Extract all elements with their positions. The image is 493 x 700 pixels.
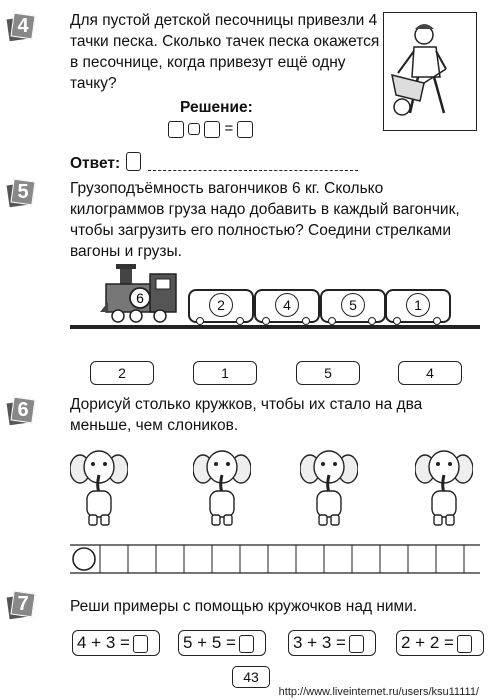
- task-6-number-badge: [8, 398, 34, 426]
- wagon-4-value: 1: [406, 293, 430, 317]
- example-1-expression: 4 + 3 =: [77, 633, 130, 652]
- wagon-1[interactable]: [188, 289, 254, 323]
- wagon-2[interactable]: [254, 289, 320, 323]
- task-5-number-badge: [8, 180, 34, 208]
- task-4-number: 4: [17, 15, 29, 37]
- task-6-text: Дорисуй столько кружков, чтобы их стало на два меньше, чем слоников.: [70, 396, 423, 434]
- answer-line[interactable]: [148, 170, 358, 171]
- task-7-number: 7: [17, 593, 29, 615]
- wagon-3[interactable]: [320, 289, 386, 323]
- task-7-text: Реши примеры с помощью кружочков над ними.: [70, 598, 418, 615]
- example-2[interactable]: [178, 630, 266, 656]
- page-number: 43: [232, 666, 270, 688]
- boy-with-wheelbarrow-illustration: [383, 12, 477, 131]
- example-3-answer-box[interactable]: [349, 635, 364, 653]
- sample-circle: [73, 548, 95, 570]
- weight-4[interactable]: 4: [398, 361, 462, 385]
- weight-1[interactable]: 2: [90, 361, 154, 385]
- task-6-number: 6: [17, 399, 29, 421]
- equals-sign: =: [224, 120, 234, 137]
- example-1-answer-box[interactable]: [133, 635, 148, 653]
- weight-3[interactable]: 5: [296, 361, 360, 385]
- solution-label: Решение:: [180, 99, 253, 116]
- task-4-text: Для пустой детской песочницы привезли 4 тачки песка. Сколько тачек песка окажется в песочнице, когда привезут ещё одну тачку?: [70, 12, 380, 92]
- example-2-answer-box[interactable]: [239, 635, 254, 653]
- elephant-icon: [70, 447, 128, 527]
- task-4-number-badge: [8, 14, 34, 42]
- wagon-2-value: 4: [275, 293, 299, 317]
- task-7-number-badge: [8, 592, 34, 620]
- elephant-icon: [415, 447, 473, 527]
- wagon-1-value: 2: [209, 293, 233, 317]
- elephant-icon: [300, 447, 358, 527]
- answer-label: Ответ:: [70, 155, 121, 172]
- weight-2[interactable]: 1: [193, 361, 257, 385]
- answer-box[interactable]: [126, 152, 141, 171]
- rail-track: [70, 325, 480, 329]
- example-3[interactable]: [288, 630, 376, 656]
- example-2-expression: 5 + 5 =: [183, 633, 236, 652]
- example-4-expression: 2 + 2 =: [401, 633, 454, 652]
- footer-url[interactable]: http://www.liveinternet.ru/users/ksu11111/: [278, 686, 479, 698]
- locomotive-value: 6: [136, 290, 144, 306]
- circle-drawing-grid[interactable]: [70, 543, 480, 575]
- task-5-text: Грузоподъёмность вагончиков 6 кг. Сколько килограммов груза надо добавить в каждый вагончик, чтобы загрузить его полностью? Соедини стрелками вагоны и грузы.: [70, 180, 460, 260]
- example-3-expression: 3 + 3 =: [293, 633, 346, 652]
- wagon-4[interactable]: [385, 289, 451, 323]
- example-1[interactable]: [72, 630, 160, 656]
- wagon-3-value: 5: [341, 293, 365, 317]
- task-5-number: 5: [17, 181, 29, 203]
- elephant-icon: [193, 447, 251, 527]
- example-4[interactable]: [396, 630, 484, 656]
- example-4-answer-box[interactable]: [457, 635, 472, 653]
- solution-boxes[interactable]: [168, 120, 253, 138]
- locomotive-illustration: [100, 262, 180, 324]
